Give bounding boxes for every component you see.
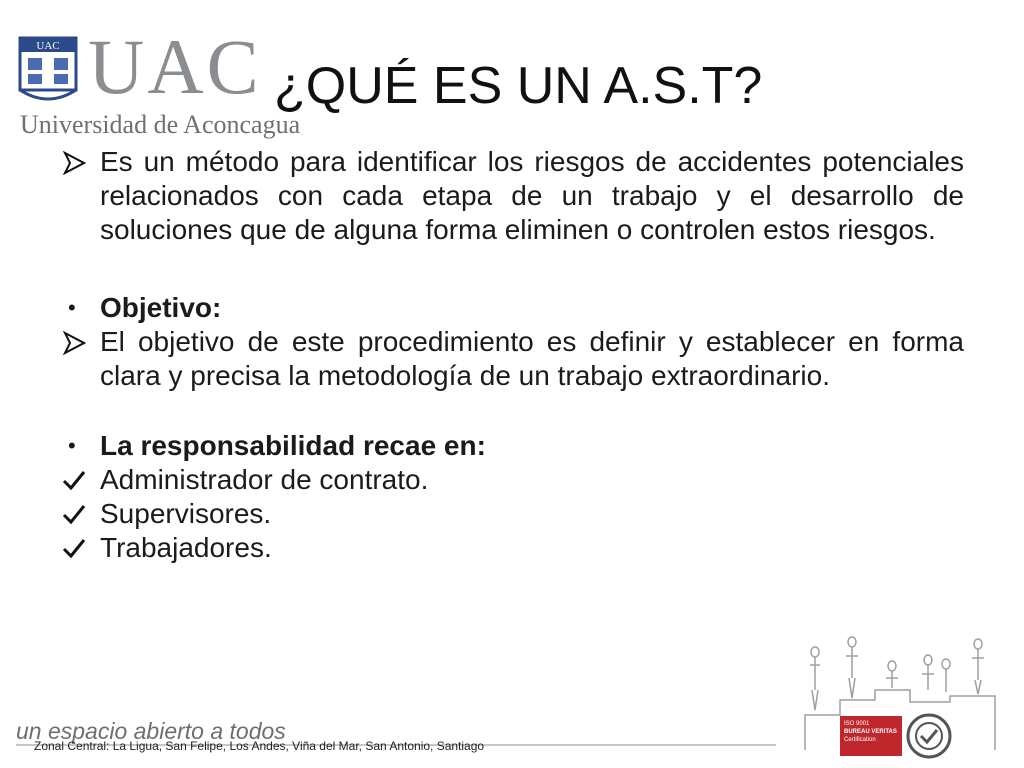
checkmark-icon	[62, 531, 92, 559]
logo-wordmark: UAC	[88, 23, 262, 110]
list-item	[62, 325, 964, 393]
responsible-item: Trabajadores.	[100, 532, 272, 563]
seal-label: UAC	[36, 40, 60, 52]
responsible-item: Supervisores.	[100, 498, 272, 529]
responsibility-heading: La responsabilidad recae en:	[100, 430, 486, 461]
badge-line: Certification	[844, 737, 876, 743]
objective-heading: Objetivo:	[100, 292, 222, 323]
slide-title: ¿QUÉ ES UN A.S.T?	[274, 57, 763, 115]
logo-subtitle: Universidad de Aconcagua	[20, 110, 301, 139]
round-bullet-icon: •	[68, 295, 76, 320]
badge-line: ISO 9001	[844, 721, 870, 727]
footer-locations: Zonal Central: La Ligua, San Felipe, Los Andes, Viña del Mar, San Antonio, Santiago	[34, 739, 485, 753]
certification-seal-icon	[905, 712, 953, 760]
badge-line: BUREAU VERITAS	[844, 729, 897, 735]
slide-content	[62, 145, 964, 565]
arrow-right-bullet-icon	[62, 325, 92, 355]
list-item	[62, 145, 964, 247]
arrow-right-bullet-icon	[62, 145, 92, 175]
university-seal-icon	[18, 36, 78, 106]
university-logo	[18, 23, 301, 140]
responsible-item: Administrador de contrato.	[100, 464, 429, 495]
list-item	[62, 429, 964, 463]
definition-text: Es un método para identificar los riesgos de accidentes potenciales relacionados con cada etapa de un trabajo y el desarrollo de soluciones que de alguna forma eliminen o controlen estos riesgos.	[100, 146, 964, 245]
list-item	[62, 531, 964, 565]
certification-badge	[840, 716, 902, 756]
list-item	[62, 497, 964, 531]
objective-text: El objetivo de este procedimiento es definir y establecer en forma clara y precisa la metodología de un trabajo extraordinario.	[100, 326, 964, 391]
list-item	[62, 291, 964, 325]
list-item	[62, 463, 964, 497]
footer-tagline: un espacio abierto a todos	[16, 718, 286, 744]
checkmark-icon	[62, 463, 92, 491]
round-bullet-icon: •	[68, 433, 76, 458]
checkmark-icon	[62, 497, 92, 525]
